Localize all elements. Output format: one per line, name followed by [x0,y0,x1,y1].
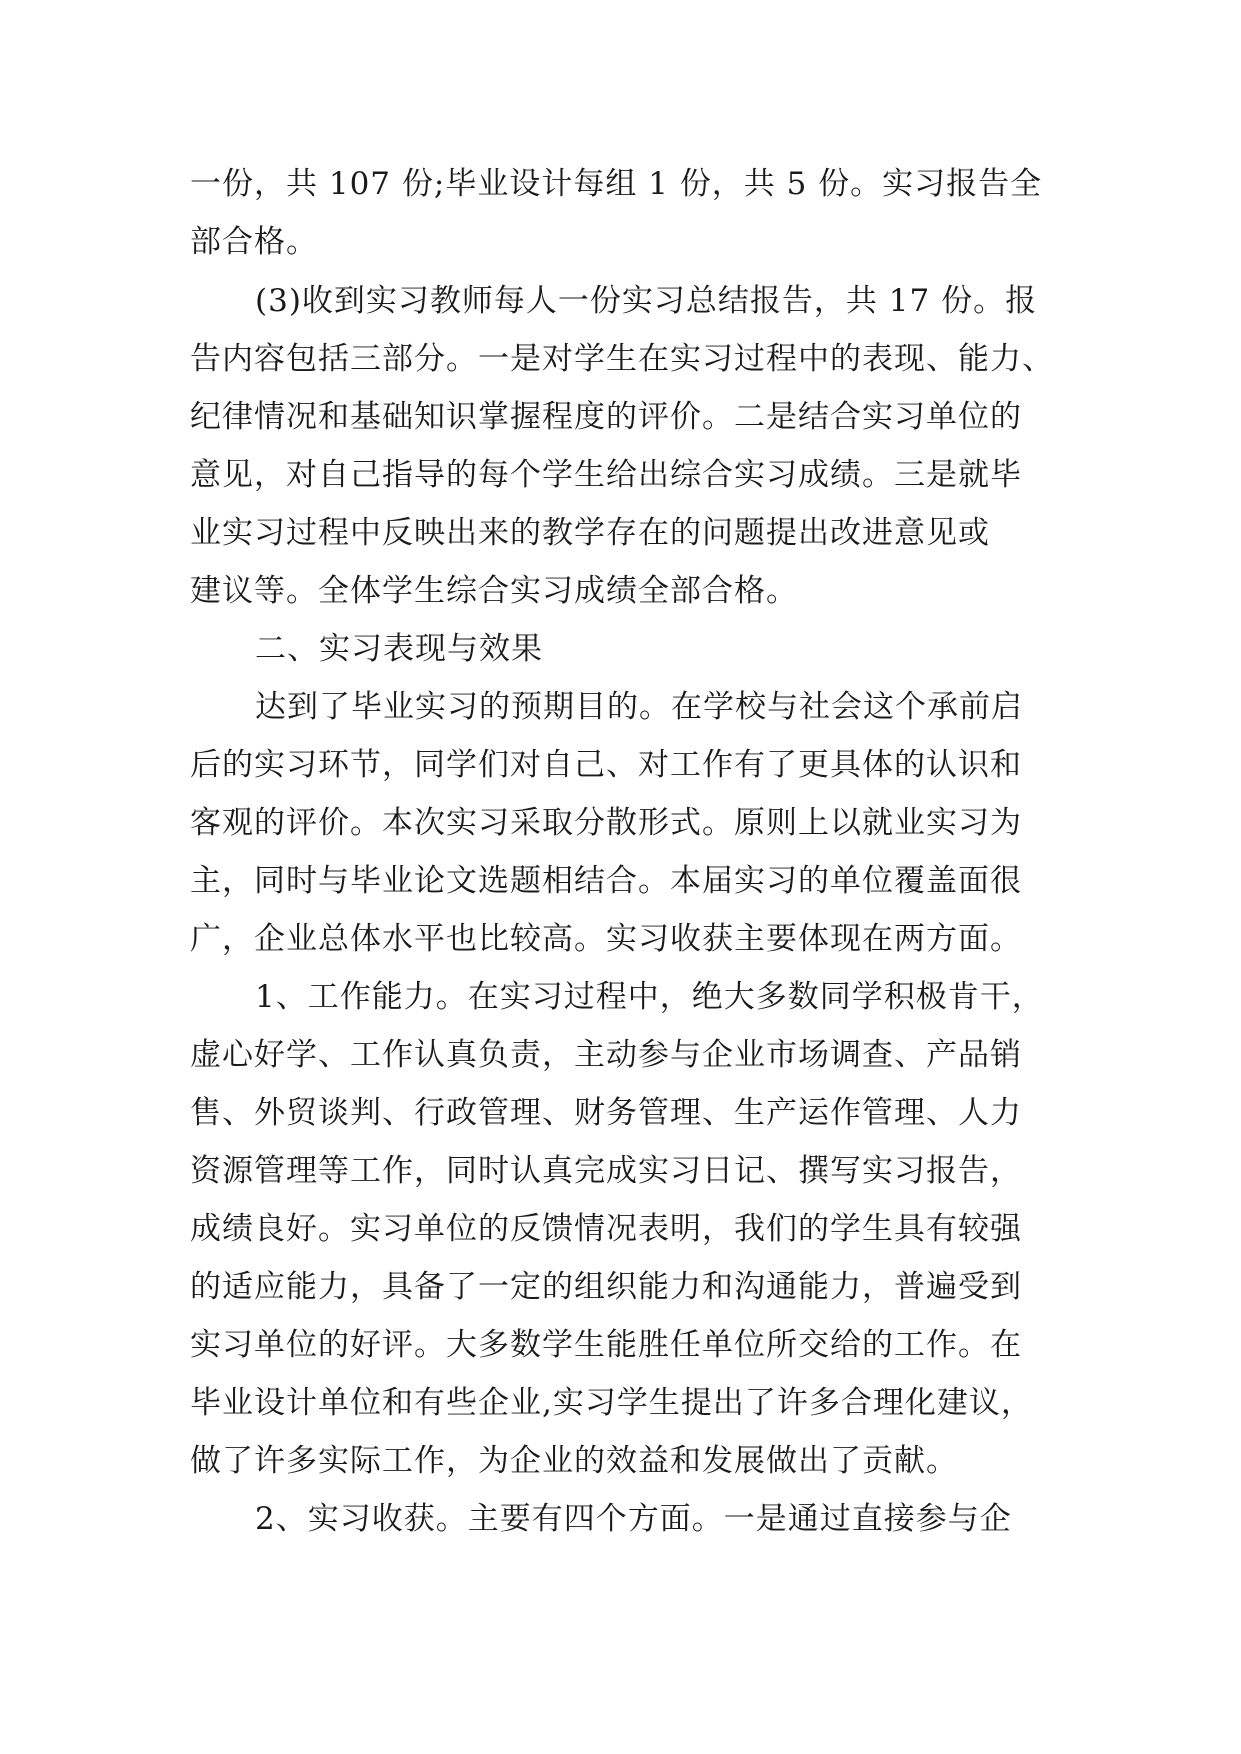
section-heading: 二、实习表现与效果 [255,631,543,667]
text-line: 意见，对自己指导的每个学生给出综合实习成绩。三是就毕 [190,457,1022,493]
text-line: 1、工作能力。在实习过程中，绝大多数同学积极肯干， [255,979,1044,1015]
text-line: 售、外贸谈判、行政管理、财务管理、生产运作管理、人力 [190,1095,1022,1131]
text-line: 纪律情况和基础知识掌握程度的评价。二是结合实习单位的 [190,399,1022,435]
text-line: 实习单位的好评。大多数学生能胜任单位所交给的工作。在 [190,1327,1022,1363]
text-line: 资源管理等工作，同时认真完成实习日记、撰写实习报告， [190,1153,1022,1189]
text-line: 做了许多实际工作，为企业的效益和发展做出了贡献。 [190,1443,958,1479]
text-line: 告内容包括三部分。一是对学生在实习过程中的表现、能力、 [190,341,1054,377]
text-line: 的适应能力，具备了一定的组织能力和沟通能力，普遍受到 [190,1269,1022,1305]
text-line: 后的实习环节，同学们对自己、对工作有了更具体的认识和 [190,747,1022,783]
text-line: 达到了毕业实习的预期目的。在学校与社会这个承前启 [255,689,1023,725]
text-line: 2、实习收获。主要有四个方面。一是通过直接参与企 [255,1501,1012,1537]
text-line: (3)收到实习教师每人一份实习总结报告，共 17 份。报 [255,283,1038,319]
text-line: 毕业设计单位和有些企业,实习学生提出了许多合理化建议， [190,1385,1033,1421]
text-line: 虚心好学、工作认真负责，主动参与企业市场调查、产品销 [190,1037,1022,1073]
text-line: 一份，共 107 份;毕业设计每组 1 份，共 5 份。实习报告全 [190,166,1043,202]
text-line: 业实习过程中反映出来的教学存在的问题提出改进意见或 [190,515,990,551]
text-line: 广，企业总体水平也比较高。实习收获主要体现在两方面。 [190,921,1022,957]
text-line: 成绩良好。实习单位的反馈情况表明，我们的学生具有较强 [190,1211,1022,1247]
text-line: 部合格。 [190,224,318,260]
text-line: 建议等。全体学生综合实习成绩全部合格。 [190,573,798,609]
text-line: 主，同时与毕业论文选题相结合。本届实习的单位覆盖面很 [190,863,1022,899]
text-line: 客观的评价。本次实习采取分散形式。原则上以就业实习为 [190,805,1022,841]
